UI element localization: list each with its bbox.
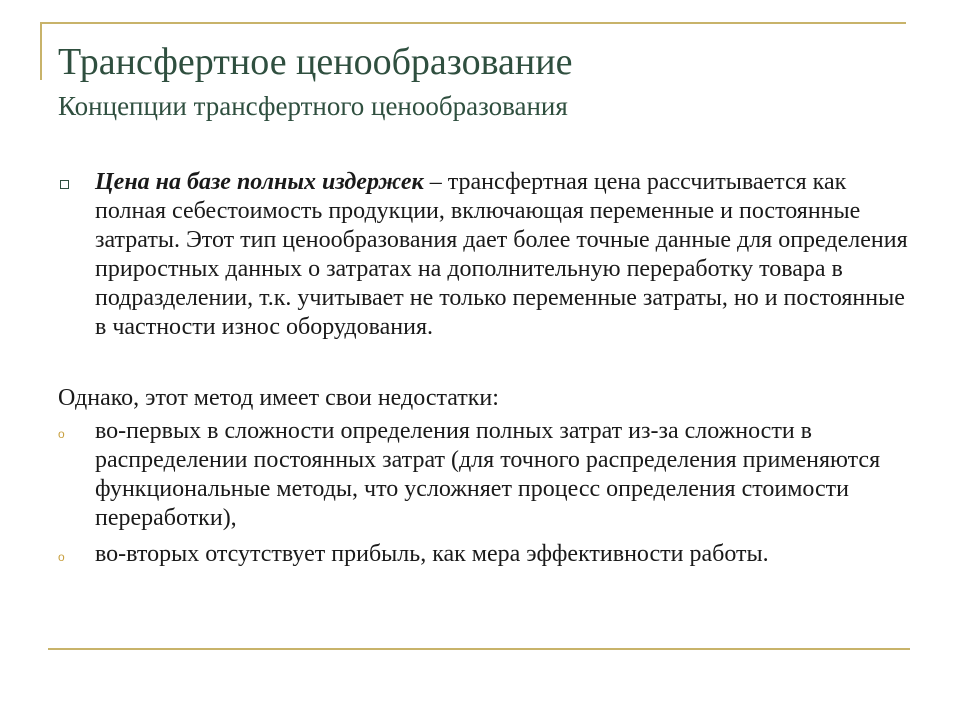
slide-subtitle: Концепции трансфертного ценообразования <box>58 91 568 121</box>
drawback-text: во-первых в сложности определения полных затрат из-за сложности в распределении постоянных затрат (для точного распределения применяются функциональные методы, что усложняет процесс определения стоимости переработки), <box>95 418 881 531</box>
top-border-rule <box>40 22 906 24</box>
main-bullet-item <box>58 168 908 342</box>
circle-bullet-icon: o <box>58 427 65 441</box>
circle-bullet-icon: o <box>58 550 65 564</box>
bottom-border-rule <box>48 648 910 650</box>
drawback-item <box>58 417 908 533</box>
slide-content <box>58 168 908 576</box>
bullet-term: Цена на базе полных издержек <box>95 169 424 195</box>
left-border-rule <box>40 22 42 80</box>
drawbacks-intro: Однако, этот метод имеет свои недостатки: <box>58 385 499 411</box>
slide-title: Трансфертное ценообразование <box>58 41 573 83</box>
drawback-text: во-вторых отсутствует прибыль, как мера эффективности работы. <box>95 541 769 567</box>
bullet-text: – трансфертная цена рассчитывается как полная себестоимость продукции, включающая переменные и постоянные затраты. Этот тип ценообразования дает более точные данные для определения приростных данных о затратах на дополнительную переработку товара в подразделении, т.к. учитывает не только переменные затраты, но и постоянные в частности износ оборудования. <box>95 169 908 340</box>
square-bullet-icon <box>60 180 69 189</box>
drawbacks-list <box>58 417 908 569</box>
drawback-item <box>58 540 908 569</box>
